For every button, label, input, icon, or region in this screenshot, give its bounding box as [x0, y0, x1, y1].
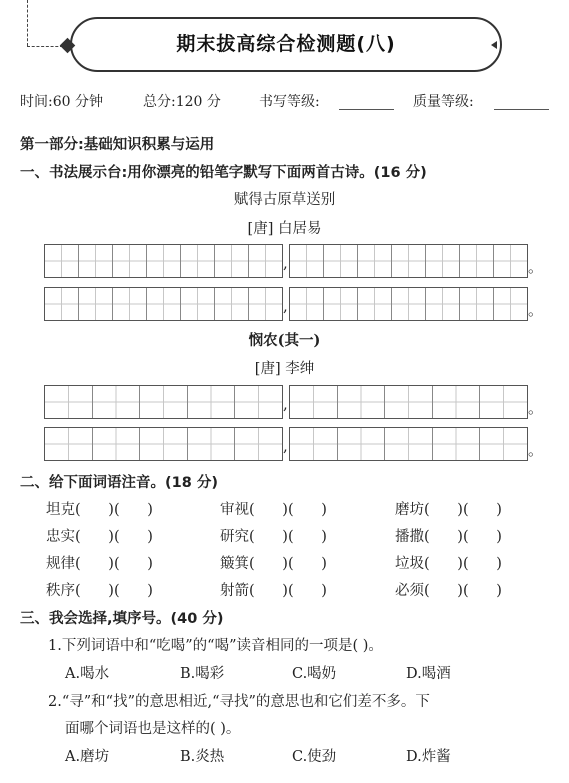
writing-grid[interactable]: [289, 244, 528, 278]
quality-grade-field[interactable]: [494, 95, 549, 110]
pinyin-item[interactable]: 垃圾( )( ): [395, 556, 502, 572]
period-mark: 。: [528, 258, 544, 276]
writing-grid[interactable]: [44, 427, 283, 461]
q3-item2-stem-line2: 面哪个词语也是这样的( )。: [65, 721, 241, 737]
q3-item2-stem-line1: 2.“寻”和“找”的意思相近,“寻找”的意思也和它们差不多。下: [48, 694, 430, 710]
comma-mark: ,: [283, 254, 288, 272]
q3-item1-option-b[interactable]: B.喝彩: [180, 666, 225, 682]
q3-heading: 三、我会选择,填序号。(40 分): [20, 611, 224, 627]
poem1-author: [唐] 白居易: [247, 221, 322, 237]
pinyin-item[interactable]: 审视( )( ): [220, 502, 327, 518]
pinyin-item[interactable]: 播撒( )( ): [395, 529, 502, 545]
period-mark: 。: [528, 441, 544, 459]
q3-item2-option-c[interactable]: C.使劲: [292, 749, 337, 765]
pinyin-item[interactable]: 研究( )( ): [220, 529, 327, 545]
pinyin-item[interactable]: 必须( )( ): [395, 583, 502, 599]
page-title: 期末拔高综合检测题(八): [176, 33, 396, 55]
q3-item2-option-d[interactable]: D.炸酱: [406, 749, 451, 765]
period-mark: 。: [528, 399, 544, 417]
q3-item1-option-c[interactable]: C.喝奶: [292, 666, 337, 682]
pinyin-item[interactable]: 规律( )( ): [46, 556, 153, 572]
writing-grid[interactable]: [44, 244, 283, 278]
q3-item1-option-d[interactable]: D.喝酒: [406, 666, 451, 682]
q1-heading: 一、书法展示台:用你漂亮的铅笔字默写下面两首古诗。(16 分): [20, 165, 427, 181]
writing-grid[interactable]: [289, 385, 528, 419]
pinyin-item[interactable]: 射箭( )( ): [220, 583, 327, 599]
writing-grade-label: 书写等级:: [259, 94, 320, 110]
pinyin-item[interactable]: 坦克( )( ): [46, 502, 153, 518]
comma-mark: ,: [283, 297, 288, 315]
quality-grade-label: 质量等级:: [413, 94, 474, 110]
q3-item2-option-b[interactable]: B.炎热: [180, 749, 225, 765]
writing-grid[interactable]: [44, 287, 283, 321]
part1-heading: 第一部分:基础知识积累与运用: [20, 137, 215, 153]
header-dashed-connector: [27, 0, 28, 46]
pinyin-item[interactable]: 秩序( )( ): [46, 583, 153, 599]
q2-heading: 二、给下面词语注音。(18 分): [20, 475, 218, 491]
q3-item1-stem: 1.下列词语中和“吃喝”的“喝”读音相同的一项是( )。: [48, 638, 383, 654]
total-score: 总分:120 分: [143, 94, 221, 110]
pinyin-item[interactable]: 忠实( )( ): [46, 529, 153, 545]
comma-mark: ,: [283, 437, 288, 455]
writing-grade-field[interactable]: [339, 95, 394, 110]
pinyin-item[interactable]: 簸箕( )( ): [220, 556, 327, 572]
poem1-title: 赋得古原草送别: [233, 192, 336, 208]
pinyin-item[interactable]: 磨坊( )( ): [395, 502, 502, 518]
comma-mark: ,: [283, 395, 288, 413]
writing-grid[interactable]: [289, 427, 528, 461]
writing-grid[interactable]: [289, 287, 528, 321]
q3-item1-option-a[interactable]: A.喝水: [65, 666, 110, 682]
poem2-author: [唐] 李绅: [254, 361, 315, 377]
poem2-title: 悯农(其一): [248, 332, 321, 349]
period-mark: 。: [528, 301, 544, 319]
header-dashed-connector-horizontal: [27, 46, 63, 47]
exam-time: 时间:60 分钟: [20, 94, 103, 110]
q3-item2-option-a[interactable]: A.磨坊: [65, 749, 110, 765]
writing-grid[interactable]: [44, 385, 283, 419]
